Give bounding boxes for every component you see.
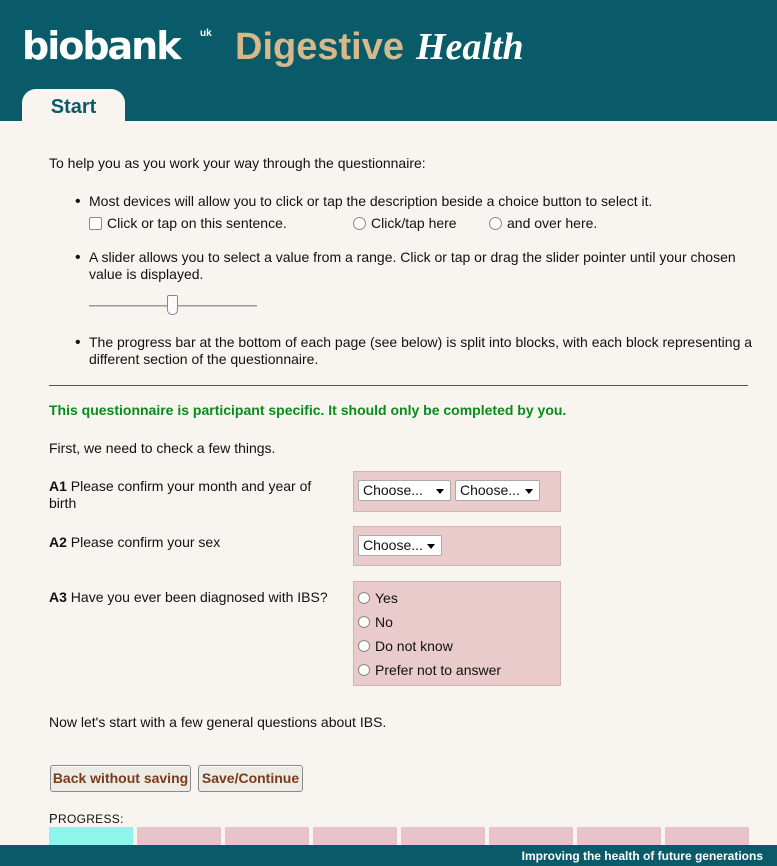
tip3-text: The progress bar at the bottom of each page (see below) is split into blocks, with each block representing a different section of the questionnaire. [89,334,753,367]
radio-icon[interactable] [489,217,502,230]
slider-thumb[interactable] [167,295,178,315]
question-a3-text: Have you ever been diagnosed with IBS? [70,589,328,605]
question-a3 [49,589,329,606]
footer [0,845,777,866]
progress-bar [49,827,749,847]
intro-text: To help you as you work your way through the questionnaire: [49,155,426,171]
radio-icon[interactable] [358,664,370,676]
answer-a1 [353,471,561,512]
question-a1-num: A1 [49,478,67,494]
divider [49,385,748,386]
birth-month-select[interactable] [358,480,451,501]
progress-segment [489,827,573,847]
tip1-text: Most devices will allow you to click or tap the description beside a choice button to select it. [89,193,653,209]
ibs-option-label[interactable]: Yes [375,590,398,606]
progress-segment [401,827,485,847]
demo-radio-1-label[interactable]: Click/tap here [371,215,457,231]
participant-notice: This questionnaire is participant specific. It should only be completed by you. [49,402,567,418]
radio-icon[interactable] [353,217,366,230]
demo-checkbox-label[interactable]: Click or tap on this sentence. [107,215,287,231]
radio-icon[interactable] [358,640,370,652]
progress-segment [49,827,133,847]
chevron-down-icon[interactable] [436,489,444,494]
header-banner [0,0,777,121]
ibs-option-do-not-know[interactable] [358,638,453,654]
logo-text: biobank [22,24,180,68]
demo-radio-2[interactable] [489,215,597,232]
progress-segment [665,827,749,847]
tips-list [71,193,761,368]
radio-icon[interactable] [358,592,370,604]
progress-segment [577,827,661,847]
tab-start-label: Start [50,96,97,118]
ibs-option-yes[interactable] [358,590,398,606]
answer-a3 [353,581,561,686]
question-a3-num: A3 [49,589,67,605]
question-a2-num: A2 [49,534,67,550]
progress-segment [313,827,397,847]
sex-value[interactable]: Choose... [363,537,423,553]
radio-icon[interactable] [358,616,370,628]
tip2-text: A slider allows you to select a value from a range. Click or tap or drag the slider pointer until your chosen value is displayed. [89,249,736,282]
back-without-saving-button[interactable]: Back without saving [50,765,191,792]
progress-segment [225,827,309,847]
demo-slider[interactable] [89,291,257,321]
ibs-option-no[interactable] [358,614,393,630]
birth-year-select[interactable] [455,480,540,501]
chevron-down-icon[interactable] [427,544,435,549]
ibs-option-label[interactable]: No [375,614,393,630]
biobank-logo [22,24,212,68]
footer-tagline: Improving the health of future generations [521,849,763,863]
birth-month-value[interactable]: Choose... [363,482,423,498]
question-a2-text: Please confirm your sex [70,534,221,550]
first-check-text: First, we need to check a few things. [49,440,276,456]
demo-row [89,213,761,235]
tip-progress [71,334,761,368]
ibs-option-label[interactable]: Do not know [375,638,453,654]
demo-checkbox[interactable] [89,215,287,232]
logo-sup: uk [200,28,212,39]
sex-select[interactable] [358,535,442,556]
save-continue-button[interactable]: Save/Continue [198,765,303,792]
question-a1 [49,478,334,512]
progress-segment [137,827,221,847]
tip-slider [71,249,761,321]
ibs-option-label[interactable]: Prefer not to answer [375,662,502,678]
ibs-option-prefer-not[interactable] [358,662,501,678]
title-digestive: Digestive [235,26,404,68]
general-questions-text: Now let's start with a few general questions about IBS. [49,714,387,730]
chevron-down-icon[interactable] [525,489,533,494]
birth-year-value[interactable]: Choose... [460,482,520,498]
question-a1-text: Please confirm your month and year of birth [49,478,312,511]
checkbox-icon[interactable] [89,217,102,230]
tab-start[interactable] [22,89,125,122]
title-health: Health [415,26,524,68]
demo-radio-2-label[interactable]: and over here. [507,215,598,231]
question-a2 [49,534,329,551]
demo-radio-1[interactable] [353,215,457,232]
answer-a2 [353,526,561,566]
tip-choice-buttons [71,193,761,235]
page-title [235,25,524,69]
progress-label: PROGRESS: [49,811,124,826]
